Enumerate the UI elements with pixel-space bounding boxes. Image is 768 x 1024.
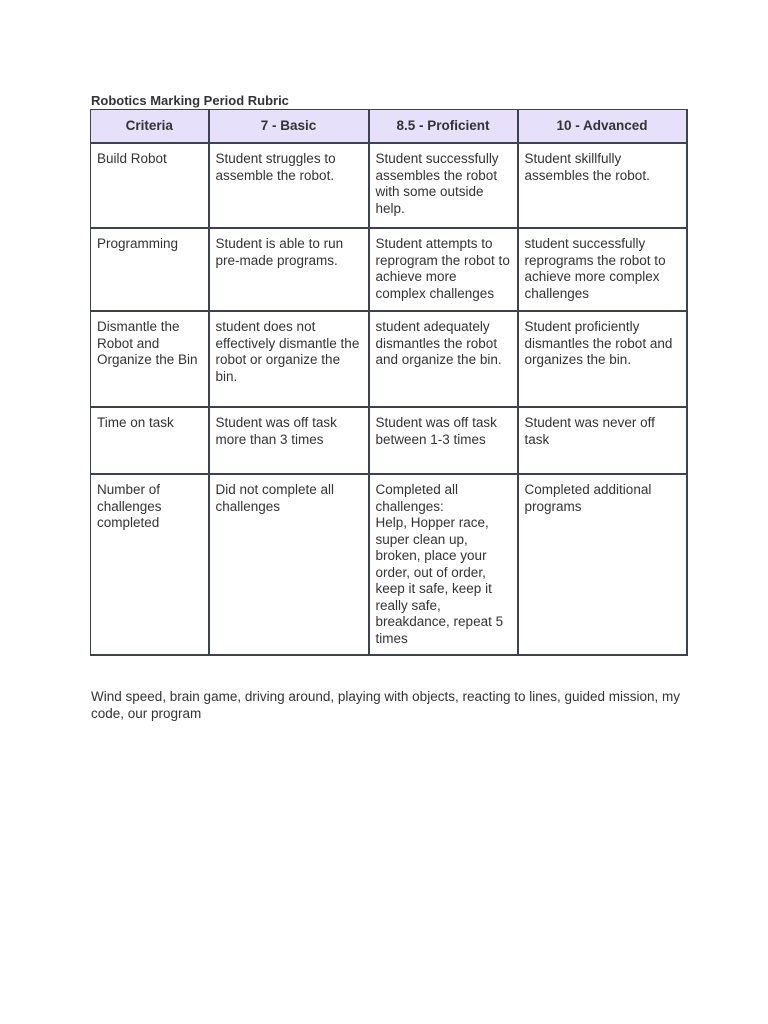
criteria-cell: Programming bbox=[91, 228, 209, 311]
criteria-cell: Time on task bbox=[91, 407, 209, 474]
advanced-cell: Student skillfully assembles the robot. bbox=[518, 143, 687, 228]
table-header-row bbox=[91, 110, 687, 144]
proficient-cell: Completed all challenges: Help, Hopper race, super clean up, broken, place your order, out of order, keep it safe, keep it really safe, breakdance, repeat 5 times bbox=[369, 474, 518, 655]
criteria-cell: Number of challenges completed bbox=[91, 474, 209, 655]
advanced-cell: Completed additional programs bbox=[518, 474, 687, 655]
table-row bbox=[91, 228, 687, 311]
table-row bbox=[91, 407, 687, 474]
page-title: Robotics Marking Period Rubric bbox=[91, 93, 289, 108]
rubric-table bbox=[90, 109, 688, 656]
advanced-cell: Student proficiently dismantles the robot and organizes the bin. bbox=[518, 311, 687, 407]
column-header-basic: 7 - Basic bbox=[209, 110, 369, 144]
basic-cell: Student is able to run pre-made programs. bbox=[209, 228, 369, 311]
challenge-list-note: Wind speed, brain game, driving around, playing with objects, reacting to lines, guided mission, my code, our program bbox=[91, 689, 681, 721]
basic-cell: student does not effectively dismantle the robot or organize the bin. bbox=[209, 311, 369, 407]
advanced-cell: student successfully reprograms the robot to achieve more complex challenges bbox=[518, 228, 687, 311]
basic-cell: Student was off task more than 3 times bbox=[209, 407, 369, 474]
criteria-cell: Dismantle the Robot and Organize the Bin bbox=[91, 311, 209, 407]
proficient-cell: Student successfully assembles the robot with some outside help. bbox=[369, 143, 518, 228]
proficient-cell: Student attempts to reprogram the robot to achieve more complex challenges bbox=[369, 228, 518, 311]
table-row bbox=[91, 143, 687, 228]
column-header-proficient: 8.5 - Proficient bbox=[369, 110, 518, 144]
criteria-cell: Build Robot bbox=[91, 143, 209, 228]
proficient-cell: student adequately dismantles the robot and organize the bin. bbox=[369, 311, 518, 407]
basic-cell: Did not complete all challenges bbox=[209, 474, 369, 655]
proficient-cell: Student was off task between 1-3 times bbox=[369, 407, 518, 474]
advanced-cell: Student was never off task bbox=[518, 407, 687, 474]
column-header-advanced: 10 - Advanced bbox=[518, 110, 687, 144]
table-row bbox=[91, 311, 687, 407]
basic-cell: Student struggles to assemble the robot. bbox=[209, 143, 369, 228]
column-header-criteria: Criteria bbox=[91, 110, 209, 144]
table-row bbox=[91, 474, 687, 655]
